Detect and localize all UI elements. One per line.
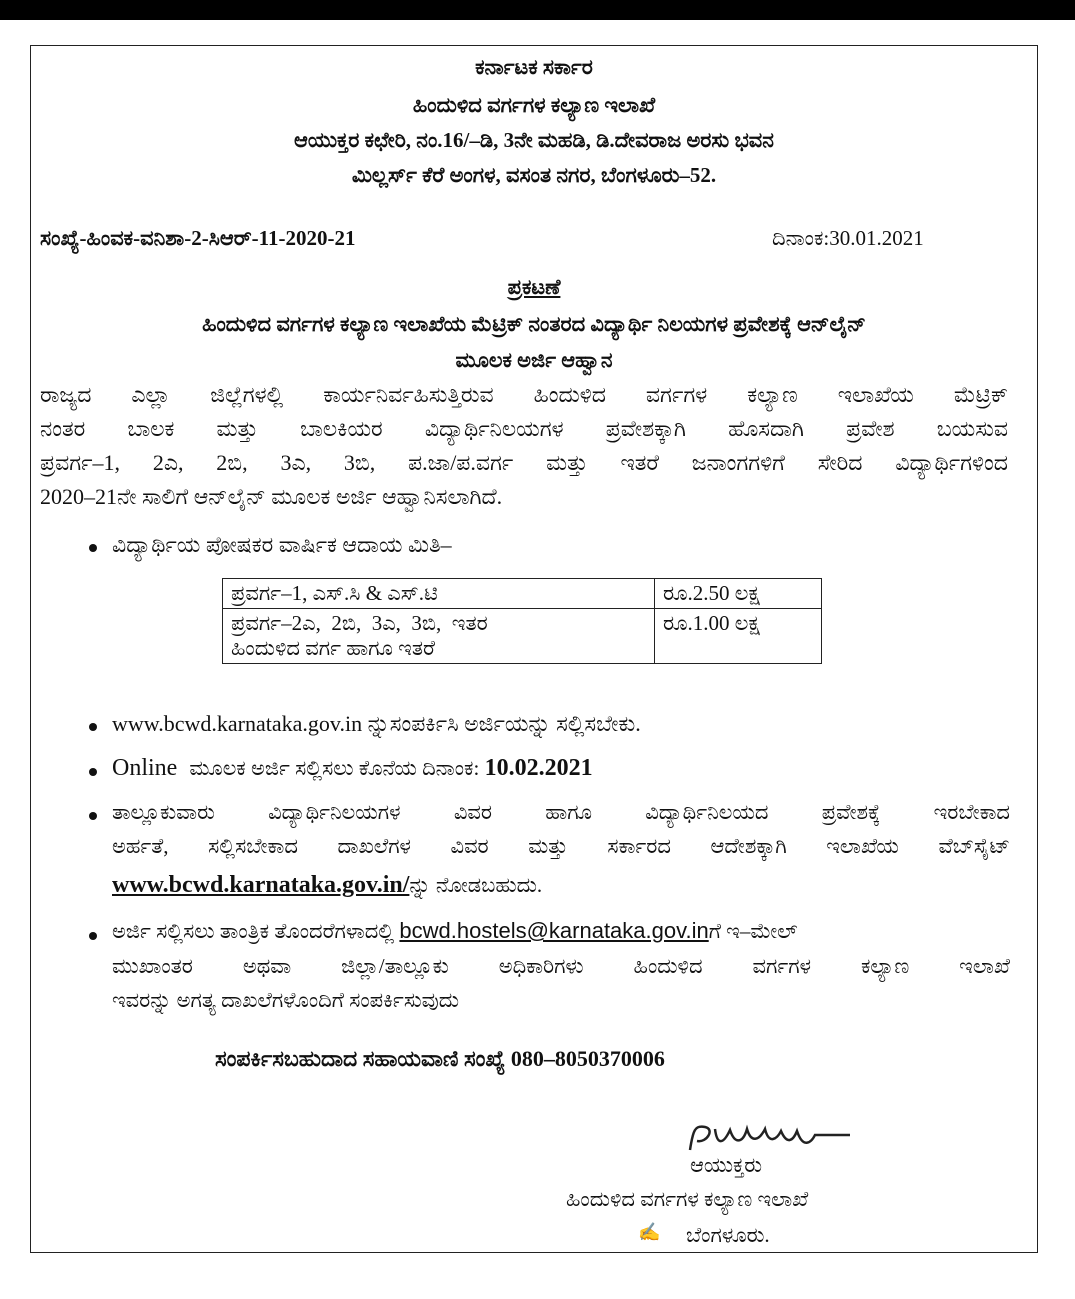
body-line: ಪ್ರವರ್ಗ–1, 2ಎ, 2ಬಿ, 3ಎ, 3ಬಿ, ಪ.ಜಾ/ಪ.ವರ್ಗ ಮತ್ತು ಇತರೆ ಜನಾಂಗಗಳಿಗೆ ಸೇರಿದ ವಿದ್ಯಾರ್ಥಿಗಳಿಂದ <box>40 450 1008 475</box>
signatory-title: ಆಯುಕ್ತರು <box>690 1153 763 1177</box>
table-cell-category <box>223 579 655 609</box>
income-table <box>222 578 822 664</box>
bullet-3-line: ತಾಲ್ಲೂಕುವಾರು ವಿದ್ಯಾರ್ಥಿನಿಲಯಗಳ ವಿವರ ಹಾಗೂ ವಿದ್ಯಾರ್ಥಿನಿಲಯದ ಪ್ರವೇಶಕ್ಕೆ ಇರಬೇಕಾದ <box>112 800 1010 824</box>
table-cell-category <box>223 609 655 664</box>
bullet-4-line: ಇವರನ್ನು ಅಗತ್ಯ ದಾಖಲೆಗಳೊಂದಿಗೆ ಸಂಪರ್ಕಿಸುವುದು <box>112 988 460 1012</box>
reference-number: ಸಂಖ್ಯೆ-ಹಿಂವಕ-ವನಿಶಾ-2-ಸಿಆರ್-11-2020-21 <box>40 226 356 250</box>
bullet-icon <box>89 723 97 731</box>
bullet-4-line <box>112 918 1010 944</box>
body-line: 2020–21ನೇ ಸಾಲಿಗೆ ಆನ್‌ಲೈನ್ ಮೂಲಕ ಅರ್ಜಿ ಆಹ್ವಾನಿಸಲಾಗಿದೆ. <box>40 484 503 509</box>
last-date-label: ಮೂಲಕ ಅರ್ಜಿ ಸಲ್ಲಿಸಲು ಕೊನೆಯ ದಿನಾಂಕ: <box>189 756 485 780</box>
bullet-2 <box>112 755 593 782</box>
last-date: 10.02.2021 <box>484 755 593 781</box>
subject-line-2: ಮೂಲಕ ಅರ್ಜಿ ಆಹ್ವಾನ <box>455 348 613 372</box>
subject-line-1: ಹಿಂದುಳಿದ ವರ್ಗಗಳ ಕಲ್ಯಾಣ ಇಲಾಖೆಯ ಮೆಟ್ರಿಕ್ ನಂತರದ ವಿದ್ಯಾರ್ಥಿ ನಿಲಯಗಳ ಪ್ರವೇಶಕ್ಕೆ ಆನ್‌ಲೈನ್ <box>202 312 866 336</box>
signatory-department: ಹಿಂದುಳಿದ ವರ್ಗಗಳ ಕಲ್ಯಾಣ ಇಲಾಖೆ <box>566 1187 809 1211</box>
online-text: Online <box>112 755 178 781</box>
initial-mark-icon: ✍ <box>638 1222 661 1242</box>
header-govt: ಕರ್ನಾಟಕ ಸರ್ಕಾರ <box>475 55 593 79</box>
notice-title: ಪ್ರಕಟಣೆ <box>507 275 561 299</box>
bullet-4-line: ಮುಖಾಂತರ ಅಥವಾ ಜಿಲ್ಲಾ/ತಾಲ್ಲೂಕು ಅಧಿಕಾರಿಗಳು ಹಿಂದುಳಿದ ವರ್ಗಗಳ ಕಲ್ಯಾಣ ಇಲಾಖೆ <box>112 954 1010 978</box>
table-row <box>223 579 822 609</box>
income-label: ವಿದ್ಯಾರ್ಥಿಯ ಪೋಷಕರ ವಾರ್ಷಿಕ ಆದಾಯ ಮಿತಿ– <box>112 532 452 557</box>
bullet-icon <box>89 544 97 552</box>
date: ದಿನಾಂಕ:30.01.2021 <box>772 226 924 250</box>
header-department: ಹಿಂದುಳಿದ ವರ್ಗಗಳ ಕಲ್ಯಾಣ ಇಲಾಖೆ <box>412 93 656 117</box>
body-line: ರಾಜ್ಯದ ಎಲ್ಲಾ ಜಿಲ್ಲೆಗಳಲ್ಲಿ ಕಾರ್ಯನಿರ್ವಹಿಸುತ್ತಿರುವ ಹಿಂದುಳಿದ ವರ್ಗಗಳ ಕಲ್ಯಾಣ ಇಲಾಖೆಯ ಮೆಟ್ರಿಕ್ <box>40 382 1008 407</box>
bullet-4-pre: ಅರ್ಜಿ ಸಲ್ಲಿಸಲು ತಾಂತ್ರಿಕ ತೊಂದರೆಗಳಾದಲ್ಲಿ <box>112 919 400 943</box>
table-cell-limit: ರೂ.2.50 ಲಕ್ಷ <box>655 579 822 609</box>
table-cell-limit: ರೂ.1.00 ಲಕ್ಷ <box>655 609 822 664</box>
category-text: ಪ್ರವರ್ಗ–1, ಎಸ್.ಸಿ & ಎಸ್.ಟಿ <box>231 581 438 605</box>
website-link[interactable]: www.bcwd.karnataka.gov.in/ <box>112 872 410 898</box>
body-line: ನಂತರ ಬಾಲಕ ಮತ್ತು ಬಾಲಕಿಯರ ವಿದ್ಯಾರ್ಥಿನಿಲಯಗಳ ಪ್ರವೇಶಕ್ಕಾಗಿ ಹೊಸದಾಗಿ ಪ್ರವೇಶ ಬಯಸುವ <box>40 416 1008 441</box>
bullet-icon <box>89 768 97 776</box>
bullet-3-line <box>112 872 542 899</box>
bullet-icon <box>89 932 97 940</box>
bullet-3-tail: ನ್ನು ನೋಡಬಹುದು. <box>409 873 543 897</box>
bullet-1 <box>112 711 641 737</box>
header-address-2: ಮಿಲ್ಲರ್ಸ್ ಕೆರೆ ಅಂಗಳ, ವಸಂತ ನಗರ, ಬೆಂಗಳೂರು–52. <box>351 163 717 187</box>
top-bar <box>0 0 1075 20</box>
bullet-icon <box>89 812 97 820</box>
bullet-1-text: ನ್ನುಸಂಪರ್ಕಿಸಿ ಅರ್ಜಿಯನ್ನು ಸಲ್ಲಿಸಬೇಕು. <box>362 711 641 736</box>
email-link[interactable]: bcwd.hostels@karnataka.gov.in <box>399 918 709 943</box>
category-text: ಪ್ರವರ್ಗ–2ಎ, 2ಬಿ, 3ಎ, 3ಬಿ, ಇತರ <box>231 611 488 635</box>
bullet-3-line: ಅರ್ಹತೆ, ಸಲ್ಲಿಸಬೇಕಾದ ದಾಖಲೆಗಳ ವಿವರ ಮತ್ತು ಸರ್ಕಾರದ ಆದೇಶಕ್ಕಾಗಿ ಇಲಾಖೆಯ ವೆಬ್‌ಸೈಟ್ <box>112 834 1010 858</box>
helpline: ಸಂಪರ್ಕಿಸಬಹುದಾದ ಸಹಾಯವಾಣಿ ಸಂಖ್ಯೆ 080–8050370006 <box>215 1046 665 1071</box>
header-address-1: ಆಯುಕ್ತರ ಕಛೇರಿ, ನಂ.16/–ಡಿ, 3ನೇ ಮಹಡಿ, ಡಿ.ದೇವರಾಜ ಅರಸು ಭವನ <box>294 128 774 152</box>
signatory-place: ಬೆಂಗಳೂರು. <box>686 1223 770 1247</box>
table-row <box>223 609 822 664</box>
website-link[interactable]: www.bcwd.karnataka.gov.in <box>112 711 363 736</box>
bullet-4-post: ಗೆ ಇ–ಮೇಲ್ <box>708 919 798 943</box>
category-text: ಹಿಂದುಳಿದ ವರ್ಗ ಹಾಗೂ ಇತರೆ <box>231 636 435 660</box>
